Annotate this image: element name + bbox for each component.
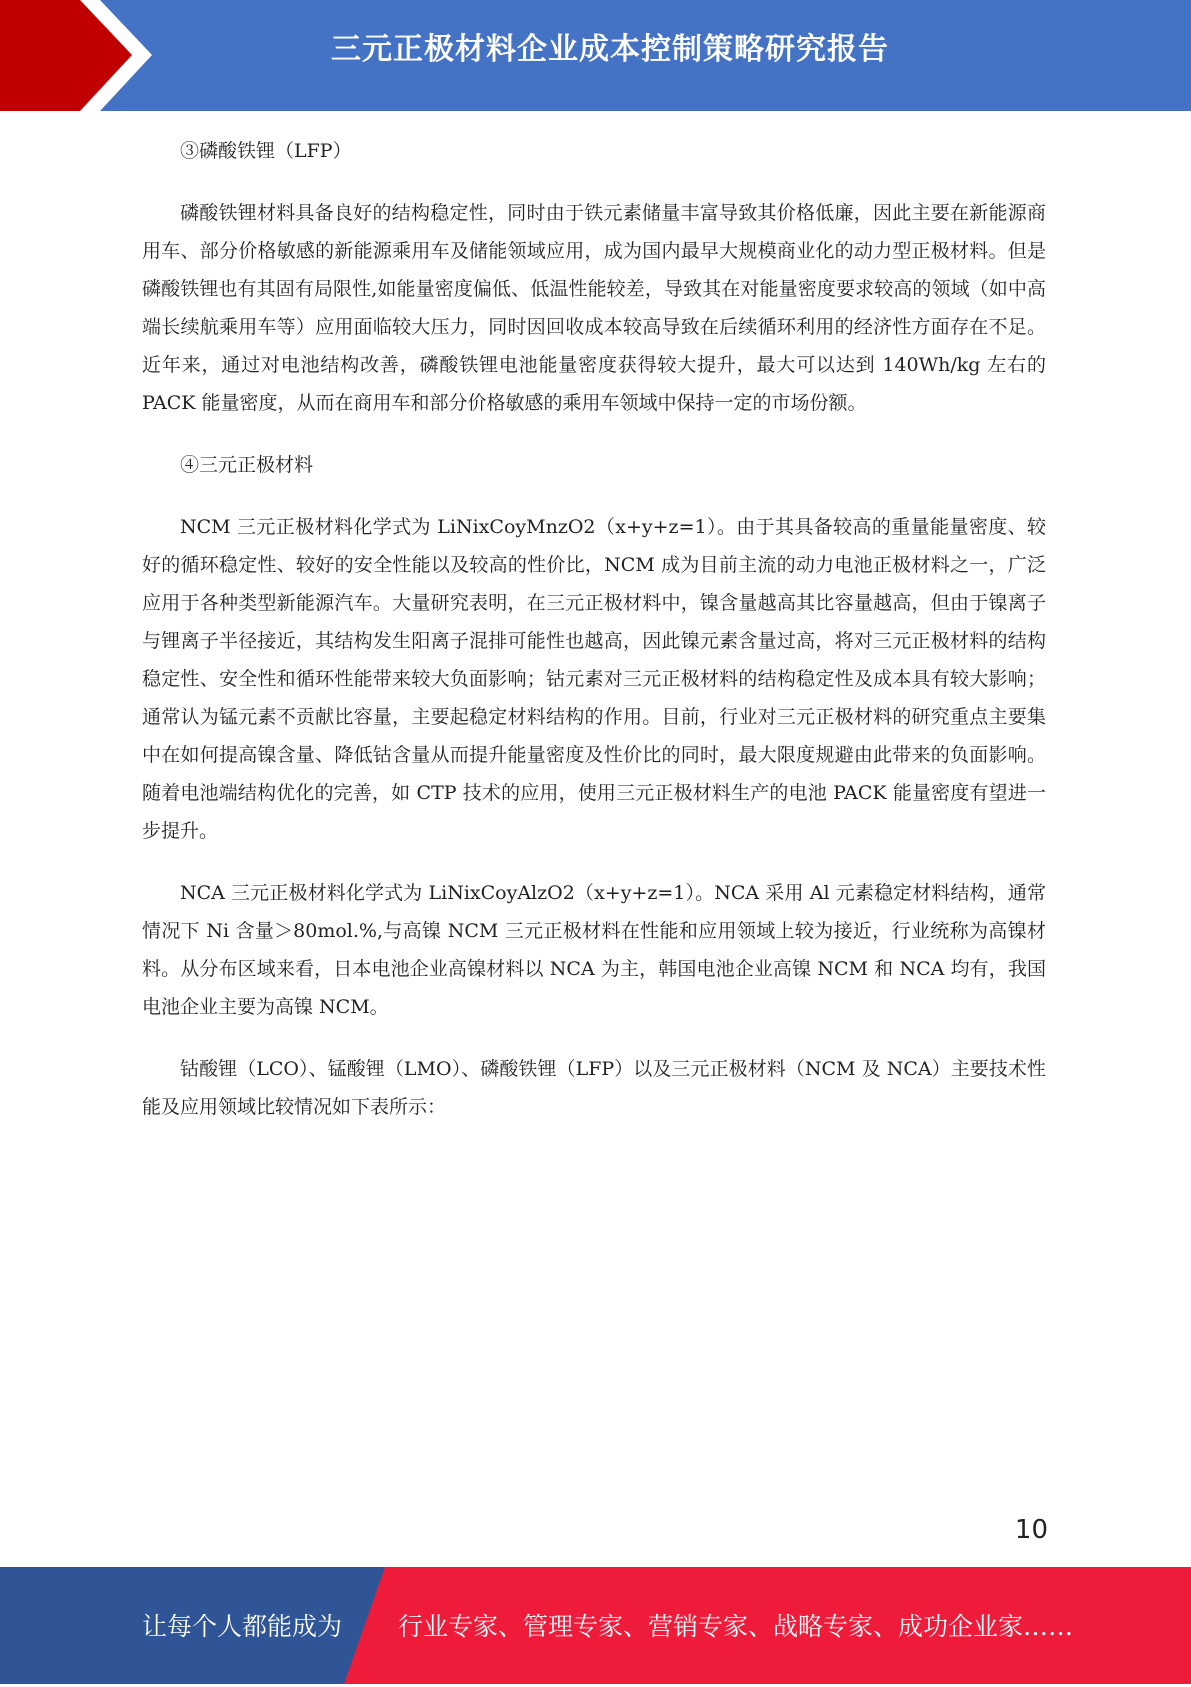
page-number: 10 bbox=[1014, 1515, 1048, 1545]
header-arrow-decoration bbox=[0, 0, 170, 111]
page-header bbox=[0, 0, 1191, 111]
paragraph-ncm: NCM 三元正极材料化学式为 LiNixCoyMnzO2（x+y+z=1）。由于其具备较高的重量能量密度、较好的循环稳定性、较好的安全性能以及较高的性价比，NCM 成为目前主流的动力电池正极材料之一，广泛应用于各种类型新能源汽车。大量研究表明，在三元正极材料中，镍含量越高其比容量越高，但由于镍离子与锂离子半径接近，其结构发生阳离子混排可能性也越高，因此镍元素含量过高，将对三元正极材料的结构稳定性、安全性和循环性能带来较大负面影响；钴元素对三元正极材料的结构稳定性及成本具有较大影响；通常认为锰元素不贡献比容量，主要起稳定材料结构的作用。目前，行业对三元正极材料的研究重点主要集中在如何提高镍含量、降低钴含量从而提升能量密度及性价比的同时，最大限度规避由此带来的负面影响。随着电池端结构优化的完善，如 CTP 技术的应用，使用三元正极材料生产的电池 PACK 能量密度有望进一步提升。 bbox=[142, 516, 1046, 842]
paragraph-nca: NCA 三元正极材料化学式为 LiNixCoyAlzO2（x+y+z=1）。NCA 采用 Al 元素稳定材料结构，通常情况下 Ni 含量＞80mol.%,与高镍 NCM 三元正极材料在性能和应用领域上较为接近，行业统称为高镍材料。从分布区域来看，日本电池企业高镍材料以 NCA 为主，韩国电池企业高镍 NCM 和 NCA 均有，我国电池企业主要为高镍 NCM。 bbox=[142, 882, 1046, 1018]
document-body bbox=[142, 132, 1046, 1150]
footer-slogan-left: 让每个人都能成为 bbox=[142, 1612, 343, 1641]
paragraph-comparison: 钴酸锂（LCO）、锰酸锂（LMO）、磷酸铁锂（LFP）以及三元正极材料（NCM 及 NCA）主要技术性能及应用领域比较情况如下表所示： bbox=[142, 1058, 1046, 1118]
section-heading-ternary: ④三元正极材料 bbox=[180, 454, 314, 476]
section-heading-lfp: ③磷酸铁锂（LFP） bbox=[180, 140, 352, 162]
page-footer bbox=[0, 1567, 1191, 1684]
report-title: 三元正极材料企业成本控制策略研究报告 bbox=[331, 32, 889, 67]
paragraph-lfp: 磷酸铁锂材料具备良好的结构稳定性，同时由于铁元素储量丰富导致其价格低廉，因此主要在新能源商用车、部分价格敏感的新能源乘用车及储能领域应用，成为国内最早大规模商业化的动力型正极材料。但是磷酸铁锂也有其固有局限性,如能量密度偏低、低温性能较差，导致其在对能量密度要求较高的领域（如中高端长续航乘用车等）应用面临较大压力，同时因回收成本较高导致在后续循环利用的经济性方面存在不足。近年来，通过对电池结构改善，磷酸铁锂电池能量密度获得较大提升，最大可以达到 140Wh/kg 左右的 PACK 能量密度，从而在商用车和部分价格敏感的乘用车领域中保持一定的市场份额。 bbox=[142, 202, 1046, 414]
footer-slogan-right: 行业专家、管理专家、营销专家、战略专家、成功企业家…… bbox=[398, 1612, 1074, 1641]
